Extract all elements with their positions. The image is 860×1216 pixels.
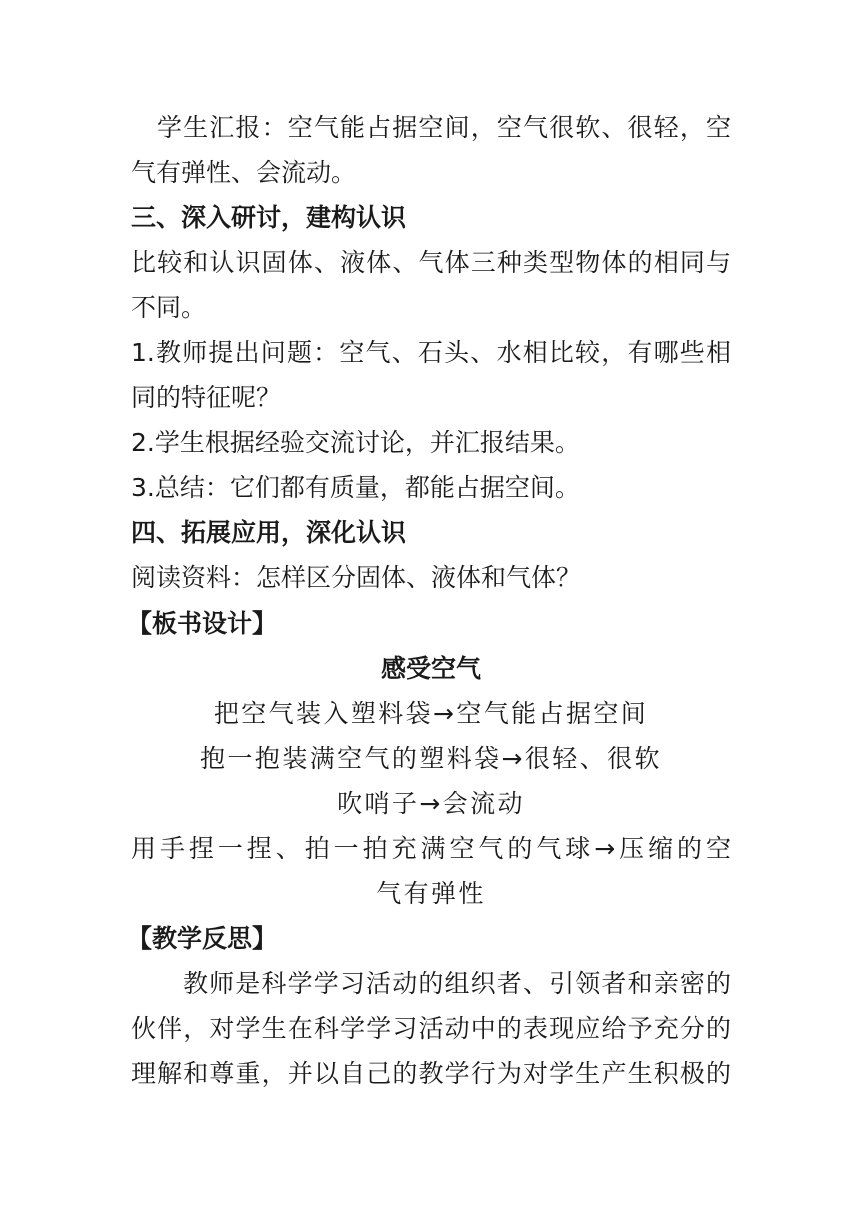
compare-line-2: 不同。 <box>131 293 207 322</box>
board-design-heading: 【板书设计】 <box>127 609 278 638</box>
step-3-line: 3.总结：它们都有质量，都能占据空间。 <box>131 473 580 502</box>
reflection-heading: 【教学反思】 <box>127 924 278 953</box>
reflection-line-3: 理解和尊重，并以自己的教学行为对学生产生积极的 <box>131 1059 731 1088</box>
step-2-line: 2.学生根据经验交流讨论，并汇报结果。 <box>131 428 580 457</box>
board-line-2: 抱一抱装满空气的塑料袋→很轻、很软 <box>200 744 662 773</box>
section-heading-3: 三、深入研讨，建构认识 <box>131 203 407 232</box>
compare-line-1: 比较和认识固体、液体、气体三种类型物体的相同与 <box>131 248 731 277</box>
report-line-1: 学生汇报：空气能占据空间，空气很软、很轻，空 <box>157 113 731 142</box>
reflection-line-1: 教师是科学学习活动的组织者、引领者和亲密的 <box>183 969 731 998</box>
reflection-line-2: 伙伴，对学生在科学学习活动中的表现应给予充分的 <box>131 1014 731 1043</box>
board-line-1: 把空气装入塑料袋→空气能占据空间 <box>213 699 649 728</box>
board-line-3: 吹哨子→会流动 <box>337 789 525 818</box>
board-line-4b: 气有弹性 <box>376 879 486 908</box>
board-line-4a: 用手捏一捏、拍一拍充满空气的气球→压缩的空 <box>131 834 731 863</box>
section-heading-4: 四、拓展应用，深化认识 <box>131 518 407 547</box>
board-title: 感受空气 <box>380 654 481 683</box>
step-1-line-2: 同的特征呢？ <box>131 383 282 412</box>
step-1-line-1: 1.教师提出问题：空气、石头、水相比较，有哪些相 <box>131 338 731 367</box>
reading-line: 阅读资料：怎样区分固体、液体和气体？ <box>131 563 582 592</box>
report-line-2: 气有弹性、会流动。 <box>131 158 357 187</box>
